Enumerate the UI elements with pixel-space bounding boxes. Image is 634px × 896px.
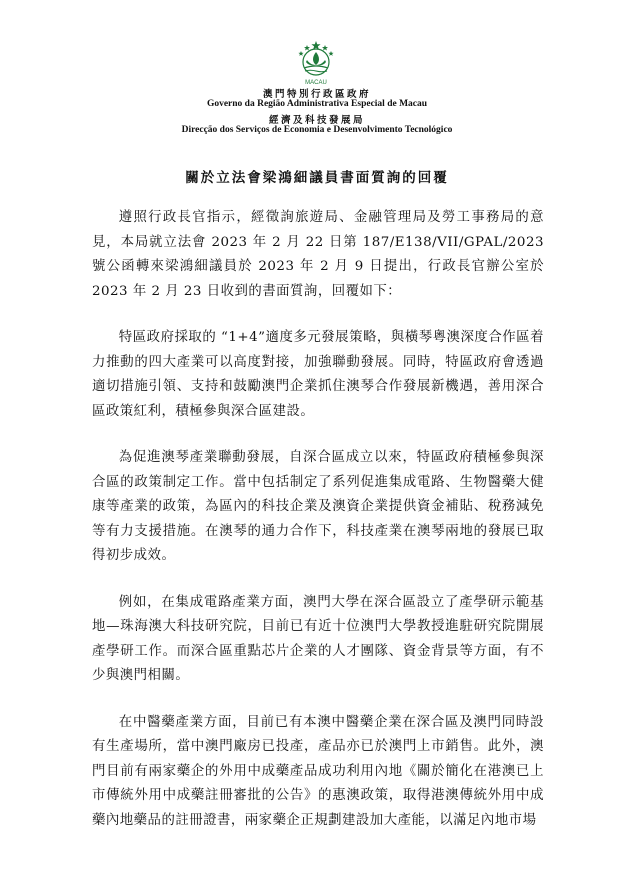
document-title: 關於立法會梁鴻細議員書面質詢的回覆: [185, 170, 449, 186]
government-name-chinese: 澳門特別行政區政府: [262, 89, 371, 100]
department-name-portuguese: Direcção dos Serviços de Economia e Desenvolvimento Tecnológico: [181, 125, 453, 135]
paragraph-chinese-medicine: 在中醫藥產業方面，目前已有本澳中醫藥企業在深合區及澳門同時設有生產場所，當中澳門廠房已投產，產品亦已於澳門上市銷售。此外，澳門目前有兩家藥企的外用中成藥產品成功利用內地《關於簡化在港澳已上市傳統外用中成藥註冊審批的公告》的惠澳政策，取得港澳傳統外用中成藥內地藥品的註冊證書，兩家藥企正規劃建設加大產能，以滿足內地市場: [92, 714, 544, 828]
government-name-portuguese: Governo da Região Administrativa Especial de Macau: [206, 99, 428, 109]
document-body: [92, 206, 544, 855]
department-name-chinese: 經濟及科技發展局: [268, 115, 365, 126]
macau-sar-emblem-icon: [290, 38, 342, 86]
paragraph-strategy: 特區政府採取的 “1+4”適度多元發展策略，與橫琴粵澳深度合作區着力推動的四大產業可以高度對接，加強聯動發展。同時，特區政府會透過適切措施引領、支持和鼓勵澳門企業抓住澳琴合作發展新機遇，善用深合區政策紅利，積極參與深合區建設。: [92, 330, 544, 419]
emblem-text: MACAU: [305, 80, 327, 86]
paragraph-integrated-circuits: 例如，在集成電路產業方面，澳門大學在深合區設立了產學研示範基地—珠海澳大科技研究院，目前已有近十位澳門大學教授進駐研究院開展產學研工作。而深合區重點芯片企業的人才團隊、資金背景等方面，有不少與澳門相關。: [92, 594, 544, 683]
paragraph-industry-linkage: 為促進澳琴產業聯動發展，自深合區成立以來，特區政府積極參與深合區的政策制定工作。當中包括制定了系列促進集成電路、生物醫藥大健康等產業的政策，為區內的科技企業及澳資企業提供資金補貼、稅務減免等有力支援措施。在澳琴的通力合作下，科技產業在澳琴兩地的發展已取得初步成效。: [92, 450, 544, 563]
paragraph-intro: 遵照行政長官指示，經徵詢旅遊局、金融管理局及勞工事務局的意見，本局就立法會 2023 年 2 月 22 日第 187/E138/VII/GPAL/2023 號公函轉來梁鴻細議員於 2023 年 2 月 9 日提出，行政長官辦公室於 2023 年 2 月 23 日收到的書面質詢，回覆如下：: [92, 210, 544, 299]
